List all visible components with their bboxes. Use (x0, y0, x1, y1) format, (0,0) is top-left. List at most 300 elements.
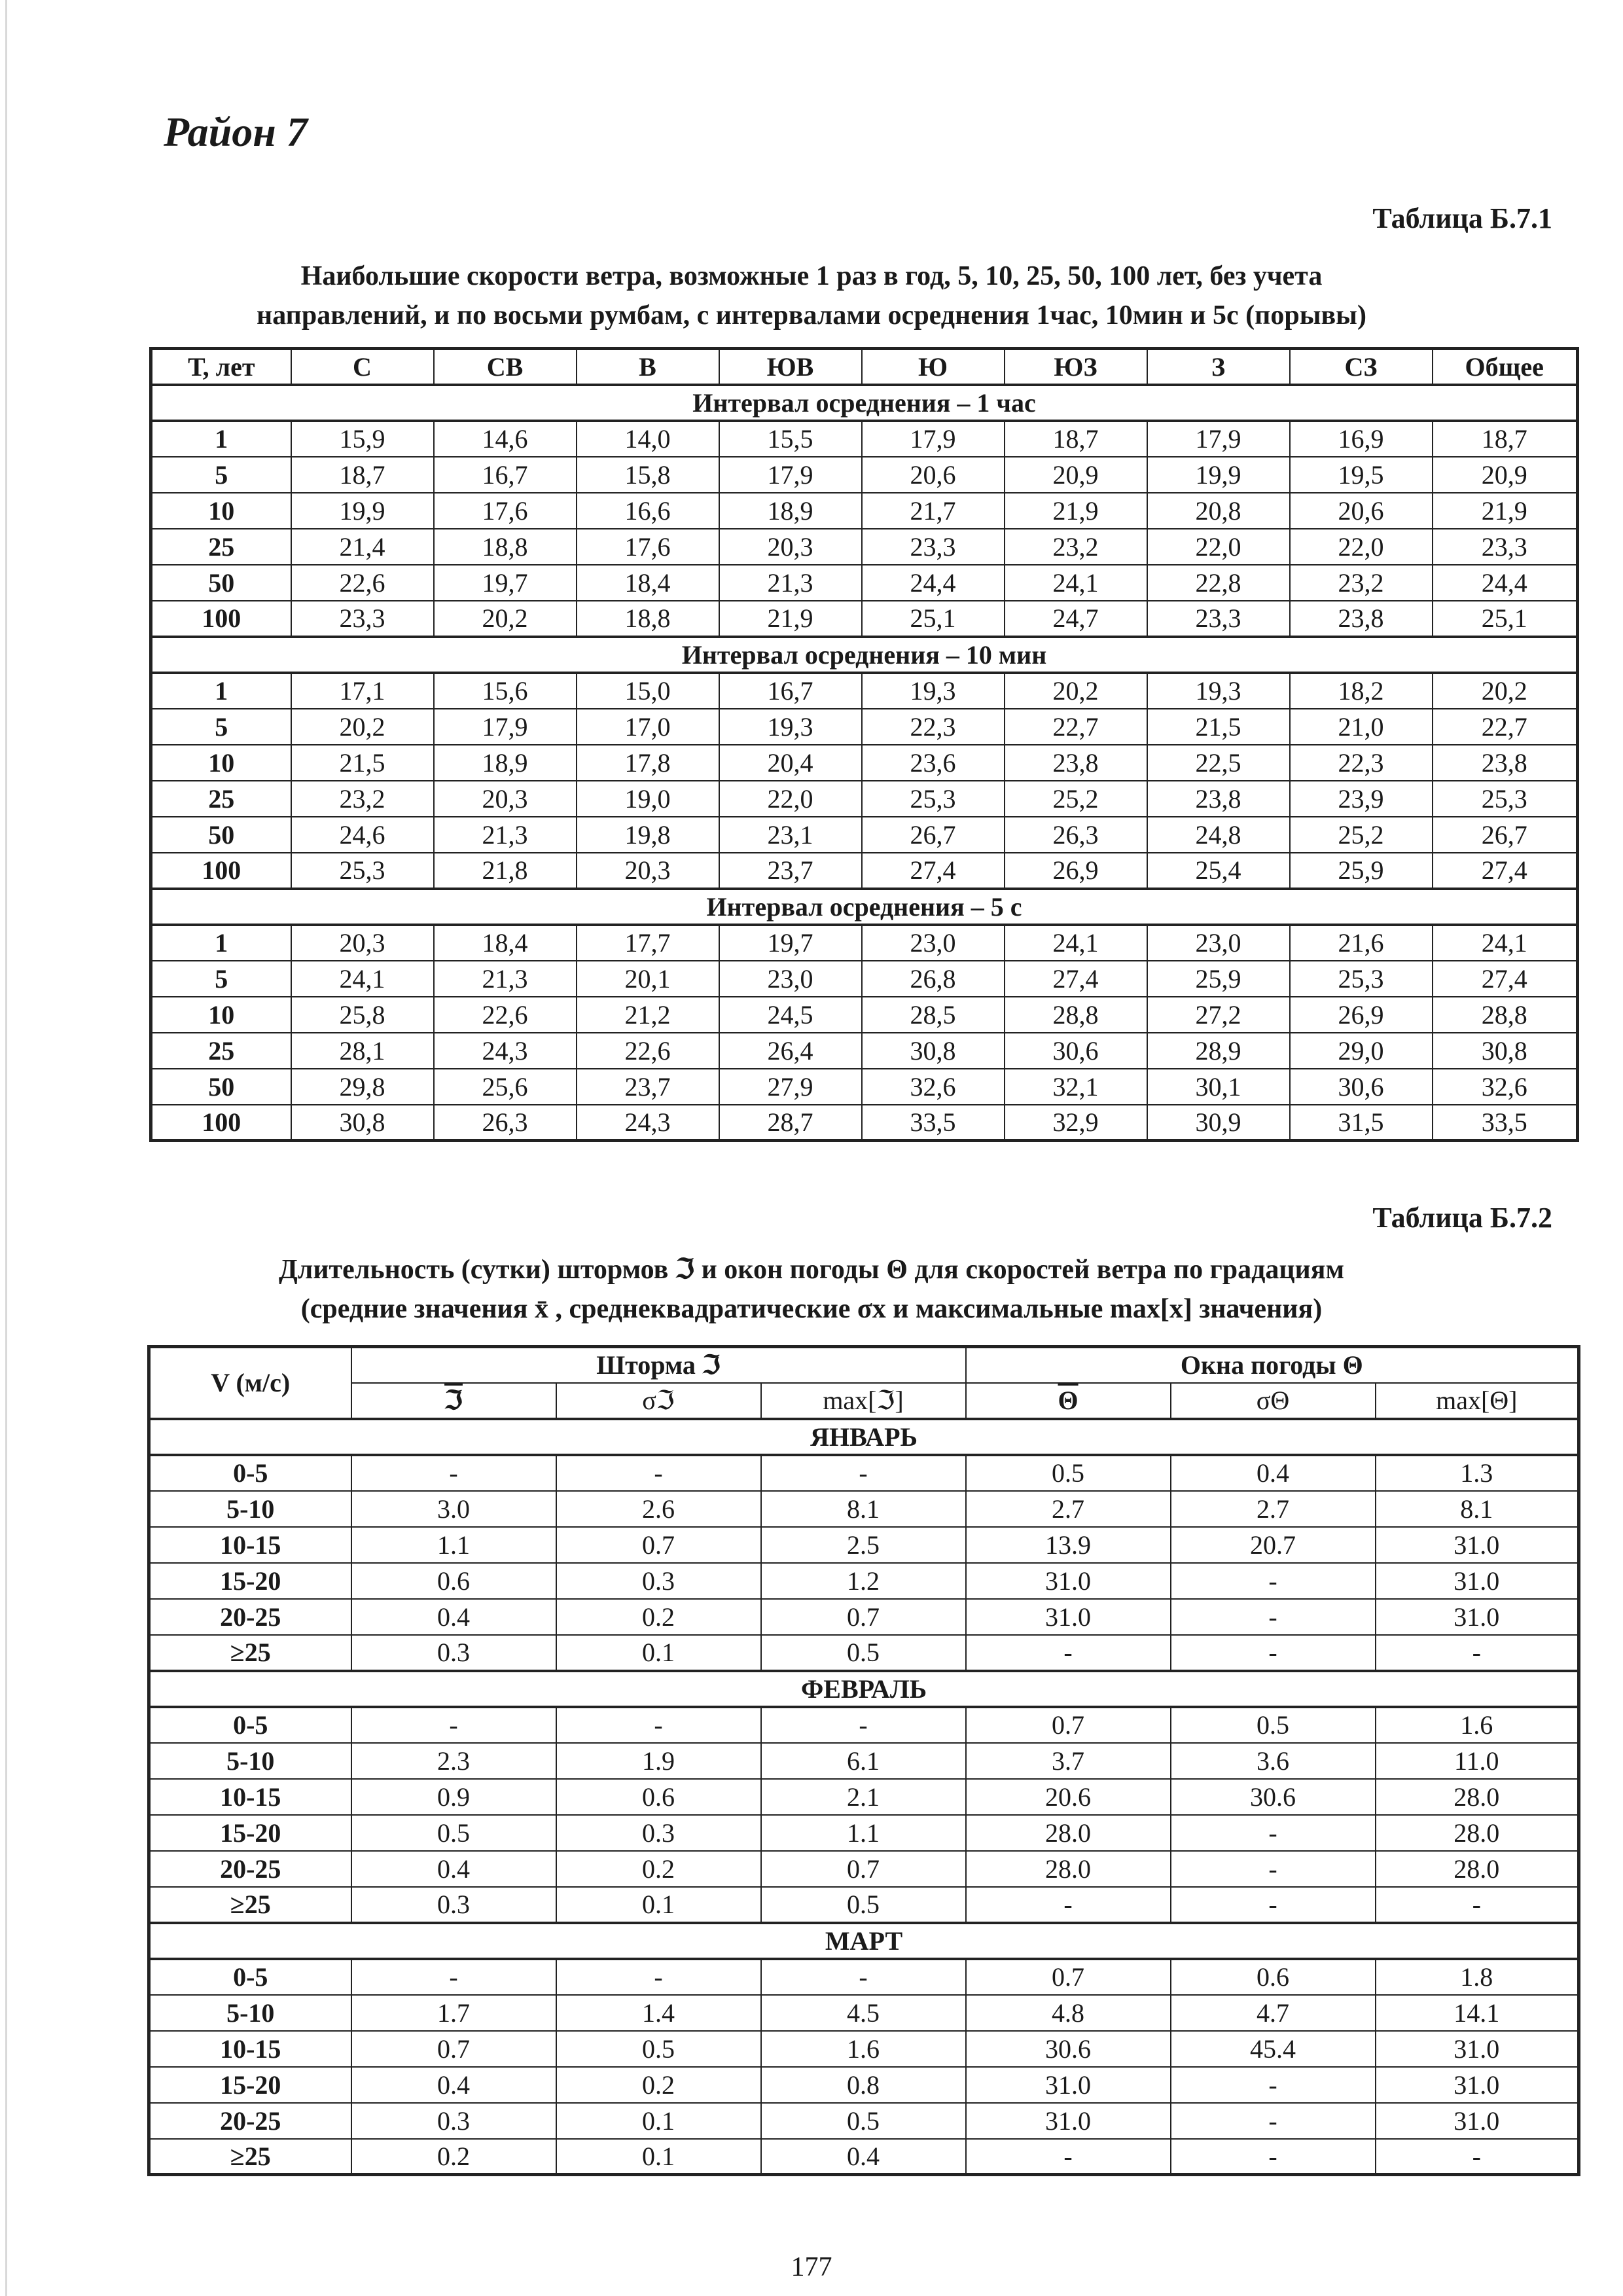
value-cell: 17,6 (577, 529, 719, 565)
value-cell: 26,9 (1290, 997, 1433, 1033)
district-heading: Район 7 (164, 109, 308, 155)
value-cell: 0.4 (351, 1851, 556, 1887)
table-row (149, 1959, 1579, 1995)
value-cell: 24,4 (1433, 565, 1578, 601)
value-cell: 13.9 (966, 1527, 1171, 1563)
value-cell: 23,6 (862, 745, 1005, 781)
header-e: В (577, 349, 719, 385)
month-row (149, 1671, 1579, 1707)
section-row (151, 385, 1578, 421)
period-cell: 10 (151, 493, 291, 529)
speed-range-cell: 20-25 (149, 1599, 351, 1635)
value-cell: 20,3 (291, 925, 434, 961)
value-cell: 0.3 (351, 1887, 556, 1923)
value-cell: 21,6 (1290, 925, 1433, 961)
header-storm-sigma: σℑ (556, 1383, 761, 1419)
value-cell: - (966, 1887, 1171, 1923)
value-cell: 24,1 (1433, 925, 1578, 961)
value-cell: 28,7 (719, 1105, 862, 1141)
speed-range-cell: ≥25 (149, 2139, 351, 2175)
value-cell: 21,3 (434, 817, 577, 853)
value-cell: 32,9 (1005, 1105, 1147, 1141)
table-row (151, 709, 1578, 745)
value-cell: - (556, 1707, 761, 1743)
value-cell: 28.0 (966, 1815, 1171, 1851)
value-cell: 0.1 (556, 1635, 761, 1671)
value-cell: 15,0 (577, 673, 719, 709)
value-cell: 45.4 (1171, 2031, 1376, 2067)
value-cell: - (761, 1959, 966, 1995)
value-cell: 23,2 (1005, 529, 1147, 565)
value-cell: 19,0 (577, 781, 719, 817)
value-cell: 21,9 (1005, 493, 1147, 529)
value-cell: 26,8 (862, 961, 1005, 997)
value-cell: 1.1 (351, 1527, 556, 1563)
header-storm-mean (351, 1383, 556, 1419)
value-cell: 0.5 (556, 2031, 761, 2067)
value-cell: 0.6 (1171, 1959, 1376, 1995)
speed-range-cell: 5-10 (149, 1491, 351, 1527)
value-cell: 24,6 (291, 817, 434, 853)
value-cell: 32,1 (1005, 1069, 1147, 1105)
value-cell: 0.5 (761, 2103, 966, 2139)
period-cell: 25 (151, 1033, 291, 1069)
value-cell: 22,7 (1433, 709, 1578, 745)
value-cell: 17,6 (434, 493, 577, 529)
value-cell: 25,1 (862, 601, 1005, 637)
value-cell: 17,7 (577, 925, 719, 961)
table1-body (151, 385, 1578, 1141)
period-cell: 1 (151, 925, 291, 961)
table2-caption-line2: (средние значения x̄ , среднеквадратические σx и максимальные max[x] значения) (300, 1294, 1323, 1324)
value-cell: 1.9 (556, 1743, 761, 1779)
value-cell: - (351, 1707, 556, 1743)
value-cell: 20,9 (1005, 457, 1147, 493)
value-cell: 20,6 (1290, 493, 1433, 529)
storm-mean-symbol: ℑ (444, 1386, 463, 1415)
value-cell: - (1171, 2067, 1376, 2103)
value-cell: 16,7 (719, 673, 862, 709)
period-cell: 5 (151, 457, 291, 493)
speed-range-cell: 20-25 (149, 1851, 351, 1887)
value-cell: 21,7 (862, 493, 1005, 529)
value-cell: 26,7 (862, 817, 1005, 853)
speed-range-cell: ≥25 (149, 1887, 351, 1923)
value-cell: 20,6 (862, 457, 1005, 493)
value-cell: 16,6 (577, 493, 719, 529)
value-cell: 21,5 (291, 745, 434, 781)
value-cell: 24,1 (1005, 925, 1147, 961)
value-cell: 23,3 (1433, 529, 1578, 565)
value-cell: 31.0 (966, 2103, 1171, 2139)
table-row (151, 1105, 1578, 1141)
value-cell: 0.7 (351, 2031, 556, 2067)
table-row (149, 1815, 1579, 1851)
value-cell: 25,3 (291, 853, 434, 889)
value-cell: 2.7 (966, 1491, 1171, 1527)
value-cell: 24,7 (1005, 601, 1147, 637)
value-cell: - (556, 1959, 761, 1995)
speed-range-cell: 15-20 (149, 2067, 351, 2103)
value-cell: 0.2 (556, 1599, 761, 1635)
value-cell: 30.6 (1171, 1779, 1376, 1815)
value-cell: 24,3 (577, 1105, 719, 1141)
table-row (151, 853, 1578, 889)
value-cell: 18,7 (291, 457, 434, 493)
value-cell: 0.9 (351, 1779, 556, 1815)
value-cell: 2.6 (556, 1491, 761, 1527)
table-row (151, 493, 1578, 529)
value-cell: 0.5 (1171, 1707, 1376, 1743)
value-cell: 30,8 (862, 1033, 1005, 1069)
value-cell: 4.7 (1171, 1995, 1376, 2031)
month-title: ЯНВАРЬ (149, 1419, 1579, 1455)
value-cell: 20,3 (719, 529, 862, 565)
period-cell: 1 (151, 673, 291, 709)
value-cell: 31.0 (966, 1563, 1171, 1599)
value-cell: - (1171, 1599, 1376, 1635)
value-cell: 20,4 (719, 745, 862, 781)
section-row (151, 889, 1578, 925)
value-cell: 20.6 (966, 1779, 1171, 1815)
value-cell: 0.4 (351, 1599, 556, 1635)
value-cell: 23,3 (862, 529, 1005, 565)
value-cell: 31.0 (1376, 1563, 1579, 1599)
value-cell: 8.1 (1376, 1491, 1579, 1527)
header-v: V (м/с) (149, 1347, 351, 1419)
value-cell: 27,2 (1147, 997, 1290, 1033)
value-cell: 24,5 (719, 997, 862, 1033)
value-cell: 1.4 (556, 1995, 761, 2031)
period-cell: 25 (151, 529, 291, 565)
value-cell: 18,9 (434, 745, 577, 781)
value-cell: 0.6 (556, 1779, 761, 1815)
value-cell: 27,4 (1005, 961, 1147, 997)
value-cell: 25,6 (434, 1069, 577, 1105)
header-w: З (1147, 349, 1290, 385)
value-cell: 2.5 (761, 1527, 966, 1563)
value-cell: 31.0 (1376, 2103, 1579, 2139)
value-cell: - (1376, 1635, 1579, 1671)
header-storm-max: max[ℑ] (761, 1383, 966, 1419)
table-row (149, 2031, 1579, 2067)
period-cell: 25 (151, 781, 291, 817)
value-cell: - (351, 1959, 556, 1995)
value-cell: 0.4 (1171, 1455, 1376, 1491)
value-cell: 19,9 (1147, 457, 1290, 493)
value-cell: 14.1 (1376, 1995, 1579, 2031)
header-overall: Общее (1433, 349, 1578, 385)
value-cell: 32,6 (1433, 1069, 1578, 1105)
speed-range-cell: 5-10 (149, 1743, 351, 1779)
month-row (149, 1419, 1579, 1455)
value-cell: 22,6 (577, 1033, 719, 1069)
speed-range-cell: ≥25 (149, 1635, 351, 1671)
value-cell: 24,8 (1147, 817, 1290, 853)
value-cell: 20,9 (1433, 457, 1578, 493)
table1-label: Таблица Б.7.1 (1372, 202, 1552, 234)
header-sw: ЮЗ (1005, 349, 1147, 385)
value-cell: 0.1 (556, 1887, 761, 1923)
period-cell: 50 (151, 817, 291, 853)
value-cell: 25,3 (862, 781, 1005, 817)
table-row (149, 1455, 1579, 1491)
value-cell: 31.0 (1376, 2031, 1579, 2067)
value-cell: - (351, 1455, 556, 1491)
wind-speed-table (149, 347, 1579, 1142)
value-cell: 22,0 (1290, 529, 1433, 565)
value-cell: 1.6 (1376, 1707, 1579, 1743)
value-cell: 0.3 (556, 1563, 761, 1599)
value-cell: 33,5 (862, 1105, 1005, 1141)
table-row (151, 925, 1578, 961)
value-cell: 30.6 (966, 2031, 1171, 2067)
table2-label: Таблица Б.7.2 (1372, 1202, 1552, 1234)
value-cell: 19,9 (291, 493, 434, 529)
table1-header-row (151, 349, 1578, 385)
value-cell: 32,6 (862, 1069, 1005, 1105)
value-cell: 0.7 (966, 1959, 1171, 1995)
value-cell: 17,0 (577, 709, 719, 745)
value-cell: 30,6 (1005, 1033, 1147, 1069)
value-cell: 29,8 (291, 1069, 434, 1105)
period-cell: 10 (151, 997, 291, 1033)
value-cell: 25,3 (1290, 961, 1433, 997)
value-cell: 22,5 (1147, 745, 1290, 781)
value-cell: 30,8 (291, 1105, 434, 1141)
value-cell: 21,3 (719, 565, 862, 601)
value-cell: 23,9 (1290, 781, 1433, 817)
table-row (149, 1851, 1579, 1887)
value-cell: 20.7 (1171, 1527, 1376, 1563)
table1-caption-line2: направлений, и по восьми румбам, с интервалами осреднения 1час, 10мин и 5с (порывы) (257, 300, 1366, 331)
value-cell: 28.0 (966, 1851, 1171, 1887)
table-row (149, 1527, 1579, 1563)
value-cell: 20,3 (434, 781, 577, 817)
value-cell: 27,4 (1433, 961, 1578, 997)
value-cell: 27,4 (1433, 853, 1578, 889)
speed-range-cell: 0-5 (149, 1959, 351, 1995)
value-cell: - (1171, 1563, 1376, 1599)
value-cell: 18,9 (719, 493, 862, 529)
header-window-sigma: σΘ (1171, 1383, 1376, 1419)
header-nw: СЗ (1290, 349, 1433, 385)
value-cell: 25,2 (1005, 781, 1147, 817)
value-cell: 30,6 (1290, 1069, 1433, 1105)
value-cell: 23,0 (719, 961, 862, 997)
value-cell: 27,9 (719, 1069, 862, 1105)
period-cell: 50 (151, 565, 291, 601)
value-cell: 26,7 (1433, 817, 1578, 853)
month-row (149, 1923, 1579, 1959)
table-row (149, 1743, 1579, 1779)
value-cell: 25,2 (1290, 817, 1433, 853)
table2-header-row1 (149, 1347, 1579, 1383)
value-cell: 27,4 (862, 853, 1005, 889)
table-row (151, 601, 1578, 637)
value-cell: 18,8 (434, 529, 577, 565)
value-cell: 23,8 (1147, 781, 1290, 817)
value-cell: - (1171, 1635, 1376, 1671)
value-cell: 21,3 (434, 961, 577, 997)
table-row (151, 421, 1578, 457)
value-cell: 0.4 (761, 2139, 966, 2175)
table-row (151, 1069, 1578, 1105)
value-cell: 17,9 (434, 709, 577, 745)
value-cell: - (966, 1635, 1171, 1671)
value-cell: 23,0 (862, 925, 1005, 961)
table2-caption-line1: Длительность (сутки) штормов ℑ и окон погоды Θ для скоростей ветра по градациям (278, 1255, 1345, 1285)
value-cell: 21,9 (719, 601, 862, 637)
value-cell: 28,5 (862, 997, 1005, 1033)
table-row (149, 1599, 1579, 1635)
speed-range-cell: 20-25 (149, 2103, 351, 2139)
table-row (151, 817, 1578, 853)
value-cell: 23,7 (577, 1069, 719, 1105)
page-edge (5, 0, 7, 2296)
table-row (149, 1707, 1579, 1743)
speed-range-cell: 15-20 (149, 1563, 351, 1599)
value-cell: 21,8 (434, 853, 577, 889)
table-row (149, 1779, 1579, 1815)
value-cell: 23,8 (1290, 601, 1433, 637)
value-cell: 31.0 (1376, 2067, 1579, 2103)
table2-header-row2 (149, 1383, 1579, 1419)
value-cell: 18,2 (1290, 673, 1433, 709)
value-cell: 1.2 (761, 1563, 966, 1599)
section-title: Интервал осреднения – 5 с (151, 889, 1578, 925)
value-cell: 21,4 (291, 529, 434, 565)
section-title: Интервал осреднения – 1 час (151, 385, 1578, 421)
value-cell: 1.3 (1376, 1455, 1579, 1491)
value-cell: 31,5 (1290, 1105, 1433, 1141)
value-cell: 2.3 (351, 1743, 556, 1779)
page-number: 177 (791, 2252, 832, 2282)
value-cell: 17,1 (291, 673, 434, 709)
value-cell: 22,6 (291, 565, 434, 601)
value-cell: 21,0 (1290, 709, 1433, 745)
header-storms: Шторма ℑ (351, 1347, 966, 1383)
value-cell: 30,9 (1147, 1105, 1290, 1141)
value-cell: 23,1 (719, 817, 862, 853)
value-cell: 25,8 (291, 997, 434, 1033)
section-title: Интервал осреднения – 10 мин (151, 637, 1578, 673)
value-cell: 31.0 (966, 2067, 1171, 2103)
value-cell: 0.7 (556, 1527, 761, 1563)
value-cell: 18,8 (577, 601, 719, 637)
value-cell: 18,7 (1005, 421, 1147, 457)
value-cell: 23,7 (719, 853, 862, 889)
value-cell: 25,4 (1147, 853, 1290, 889)
table-row (151, 997, 1578, 1033)
header-s: Ю (862, 349, 1005, 385)
period-cell: 50 (151, 1069, 291, 1105)
value-cell: 0.3 (351, 2103, 556, 2139)
value-cell: 28.0 (1376, 1815, 1579, 1851)
table-row (151, 781, 1578, 817)
table1-caption (131, 257, 1492, 335)
value-cell: 31.0 (1376, 1527, 1579, 1563)
period-cell: 100 (151, 1105, 291, 1141)
header-window-mean (966, 1383, 1171, 1419)
value-cell: 28,8 (1005, 997, 1147, 1033)
value-cell: 17,9 (719, 457, 862, 493)
header-windows: Окна погоды Θ (966, 1347, 1579, 1383)
value-cell: 31.0 (1376, 1599, 1579, 1635)
value-cell: 21,2 (577, 997, 719, 1033)
value-cell: - (1376, 2139, 1579, 2175)
value-cell: 30,8 (1433, 1033, 1578, 1069)
value-cell: 18,4 (577, 565, 719, 601)
value-cell: 16,7 (434, 457, 577, 493)
table-row (149, 1995, 1579, 2031)
value-cell: 0.1 (556, 2103, 761, 2139)
value-cell: 0.4 (351, 2067, 556, 2103)
value-cell: 0.5 (761, 1887, 966, 1923)
value-cell: 17,8 (577, 745, 719, 781)
value-cell: - (556, 1455, 761, 1491)
value-cell: - (761, 1455, 966, 1491)
value-cell: - (1171, 1815, 1376, 1851)
value-cell: 20,8 (1147, 493, 1290, 529)
period-cell: 100 (151, 601, 291, 637)
speed-range-cell: 10-15 (149, 2031, 351, 2067)
value-cell: 0.7 (966, 1707, 1171, 1743)
value-cell: 22,8 (1147, 565, 1290, 601)
value-cell: 19,3 (719, 709, 862, 745)
value-cell: 0.7 (761, 1851, 966, 1887)
value-cell: 15,5 (719, 421, 862, 457)
value-cell: 31.0 (966, 1599, 1171, 1635)
speed-range-cell: 0-5 (149, 1455, 351, 1491)
value-cell: 0.2 (556, 2067, 761, 2103)
value-cell: 0.2 (556, 1851, 761, 1887)
value-cell: 26,3 (434, 1105, 577, 1141)
value-cell: 0.5 (761, 1635, 966, 1671)
value-cell: 16,9 (1290, 421, 1433, 457)
value-cell: 33,5 (1433, 1105, 1578, 1141)
value-cell: - (1171, 1851, 1376, 1887)
value-cell: 21,5 (1147, 709, 1290, 745)
value-cell: 3.0 (351, 1491, 556, 1527)
window-mean-symbol: $\overline{\Theta}$ (1058, 1386, 1079, 1415)
speed-range-cell: 15-20 (149, 1815, 351, 1851)
table2-caption (131, 1250, 1492, 1329)
value-cell: 26,3 (1005, 817, 1147, 853)
value-cell: - (761, 1707, 966, 1743)
value-cell: 22,0 (719, 781, 862, 817)
value-cell: 19,5 (1290, 457, 1433, 493)
value-cell: 19,7 (434, 565, 577, 601)
value-cell: 25,3 (1433, 781, 1578, 817)
value-cell: - (1376, 1887, 1579, 1923)
value-cell: 24,3 (434, 1033, 577, 1069)
header-t-years: Т, лет (151, 349, 291, 385)
value-cell: 22,3 (862, 709, 1005, 745)
table2-body (149, 1419, 1579, 2175)
value-cell: 20,2 (1433, 673, 1578, 709)
header-window-max: max[Θ] (1376, 1383, 1579, 1419)
speed-range-cell: 0-5 (149, 1707, 351, 1743)
value-cell: 8.1 (761, 1491, 966, 1527)
value-cell: 28,8 (1433, 997, 1578, 1033)
table-row (149, 2067, 1579, 2103)
section-row (151, 637, 1578, 673)
value-cell: 21,9 (1433, 493, 1578, 529)
value-cell: - (1171, 2139, 1376, 2175)
value-cell: 20,2 (434, 601, 577, 637)
value-cell: 23,3 (1147, 601, 1290, 637)
